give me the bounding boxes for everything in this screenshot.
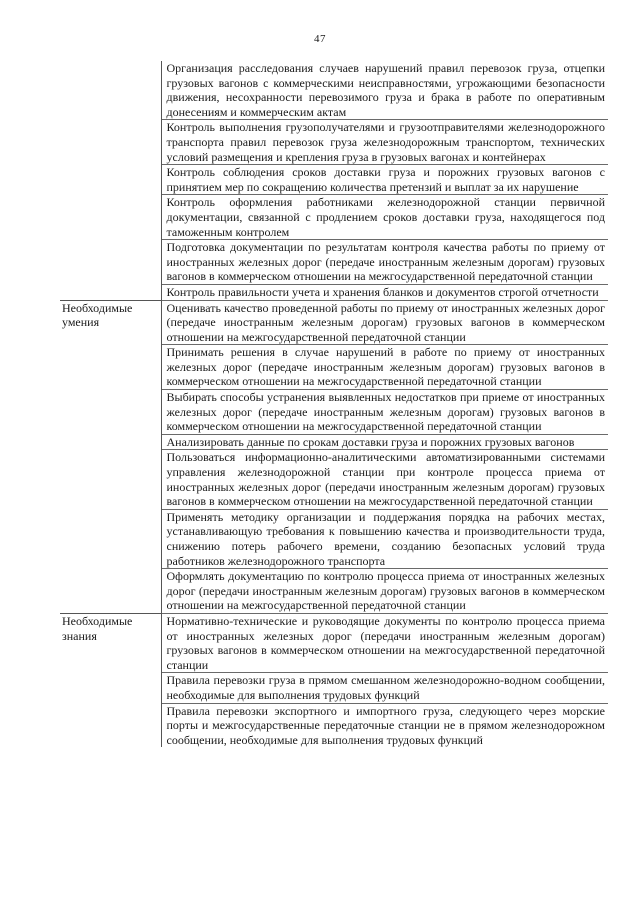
table-cell: Пользоваться информационно-аналитическими автоматизированными системами управления железнодорожной станции при контроле процесса приема от иностранных железных дорог (передачи иностранным железным дорогам) грузовых вагонов в коммерческом отношении на межгосударственной передаточной станции: [161, 450, 608, 509]
page-number: 47: [314, 33, 326, 45]
table-cell: Применять методику организации и поддержания порядка на рабочих местах, устанавливающую требования к повышению качества и производительности труда, снижению потерь рабочего времени, созданию безопасных условий труда работников железнодорожного транспорта: [161, 509, 608, 568]
table-cell: Принимать решения в случае нарушений в работе по приему от иностранных железных дорог (передаче иностранным железным дорогам) грузовых вагонов в коммерческом отношении на межгосударственной передаточной станции: [161, 345, 608, 390]
section-label-skills: Необходимые умения: [60, 300, 161, 613]
table-cell: Оценивать качество проведенной работы по приему от иностранных железных дорог (передаче иностранным железным дорогам) грузовых вагонов в коммерческом отношении на межгосударственной передаточной станции: [161, 300, 608, 345]
table-cell: Правила перевозки экспортного и импортного груза, следующего через морские порты и межгосударственные передаточные станции не в прямом железнодорожном сообщении, необходимые для выполнения трудовых функций: [166, 703, 605, 747]
table-body: [60, 61, 608, 747]
table-row: [60, 613, 608, 672]
table-row: [60, 300, 608, 345]
table-cell: Контроль оформления работниками железнодорожной станции первичной документации, связанной с продлением сроков доставки груза, находящегося под таможенным контролем: [161, 195, 608, 240]
table-cell: Нормативно-технические и руководящие документы по контролю процесса приема от иностранных железных дорог (передачи иностранным железным дорогам) грузовых вагонов в коммерческом отношении на межгосударственной передаточной станции: [161, 613, 608, 672]
table-cell: Контроль правильности учета и хранения бланков и документов строгой отчетности: [161, 284, 608, 300]
table-row: [60, 61, 608, 120]
table-cell: Контроль соблюдения сроков доставки груза и порожних грузовых вагонов с принятием мер по сокращению количества претензий и выплат за их нарушение: [161, 165, 608, 195]
table-cell: Выбирать способы устранения выявленных недостатков при приеме от иностранных железных дорог (передаче иностранным железным дорогам) грузовых вагонов в коммерческом отношении на межгосударственной передаточной станции: [161, 390, 608, 435]
table-cell: Оформлять документацию по контролю процесса приема от иностранных железных дорог (передачи иностранным железным дорогам) грузовых вагонов в коммерческом отношении на межгосударственной передаточной станции: [161, 569, 608, 614]
section-label: [60, 61, 161, 300]
table-cell: Подготовка документации по результатам контроля качества работы по приему от иностранных железных дорог (передаче иностранным железным дорогам) грузовых вагонов в коммерческом отношении на межгосударственной передаточной станции: [161, 240, 608, 285]
table-cell: Организация расследования случаев нарушений правил перевозок груза, отцепки грузовых вагонов с коммерческими неисправностями, угрожающими безопасности движения, несохранности перевозимого груза и брака в работе по оперативным донесениям и коммерческим актам: [161, 61, 608, 120]
table-cell: Контроль выполнения грузополучателями и грузоотправителями железнодорожного транспорта правил перевозок груза железнодорожным транспортом, технических условий размещения и крепления груза в грузовых вагонах и контейнерах: [161, 120, 608, 165]
section-label-knowledge: Необходимые знания: [60, 613, 161, 747]
table-cell: Правила перевозки груза в прямом смешанном железнодорожно-водном сообщении, необходимые для выполнения трудовых функций: [161, 673, 608, 703]
table-cell: Анализировать данные по срокам доставки груза и порожних грузовых вагонов: [161, 434, 608, 450]
labor-functions-table: [60, 61, 608, 747]
